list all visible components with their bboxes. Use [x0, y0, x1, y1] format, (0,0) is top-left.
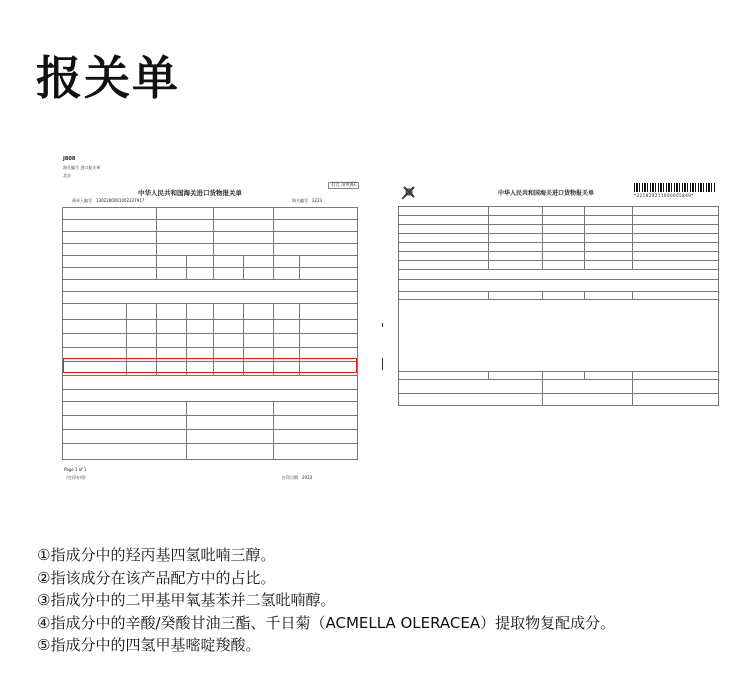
declaration-title: 中华人民共和国海关进口货物报关单 [498, 190, 595, 197]
stamp-label: 打汇证明联 [328, 182, 359, 189]
footnote-4: ④指成分中的辛酸/癸酸甘油三酯、千日菊（ACMELLA OLERACEA）提取物复配成分。 [37, 613, 616, 632]
declaration-title: 中华人民共和国海关进口货物报关单 [138, 189, 242, 197]
page-number: Page 1 of 1 [64, 467, 87, 472]
corner-note: 北京 [63, 173, 71, 178]
divider-mark [382, 358, 383, 370]
divider-mark [382, 323, 383, 327]
right-customs-declaration [396, 180, 720, 410]
footnote-3: ③指成分中的二甲基甲氧基苯并二氢吡喃醇。 [37, 591, 336, 609]
highlighted-goods-row [63, 358, 357, 373]
corner-sub: 海关编号 进口报关单 [63, 165, 101, 170]
footnote-2: ②指该成分在该产品配方中的占比。 [37, 568, 276, 587]
barcode [634, 183, 716, 192]
footnote-1: ①指成分中的羟丙基四氢吡喃三醇。 [37, 546, 276, 564]
barcode-text: *221820211000065849* [634, 193, 694, 198]
declaration-form-table [398, 206, 719, 406]
left-customs-declaration [60, 155, 380, 490]
footer-right: 打印日期：2023 [282, 475, 313, 480]
customs-emblem-icon [400, 183, 418, 201]
footnotes [37, 544, 615, 657]
footer-left: 《打印专用》 [64, 475, 88, 480]
declaration-form-table [62, 207, 358, 460]
customs-no: 海关编号：2223 [292, 198, 323, 203]
corner-code: J808 [63, 156, 76, 162]
page-title: 报关单 [36, 51, 180, 105]
footnote-5: ⑤指成分中的四氢甲基嘧啶羧酸。 [37, 636, 261, 654]
pre-entry-no: 预录入编号：1302300001002227917 [72, 198, 145, 203]
